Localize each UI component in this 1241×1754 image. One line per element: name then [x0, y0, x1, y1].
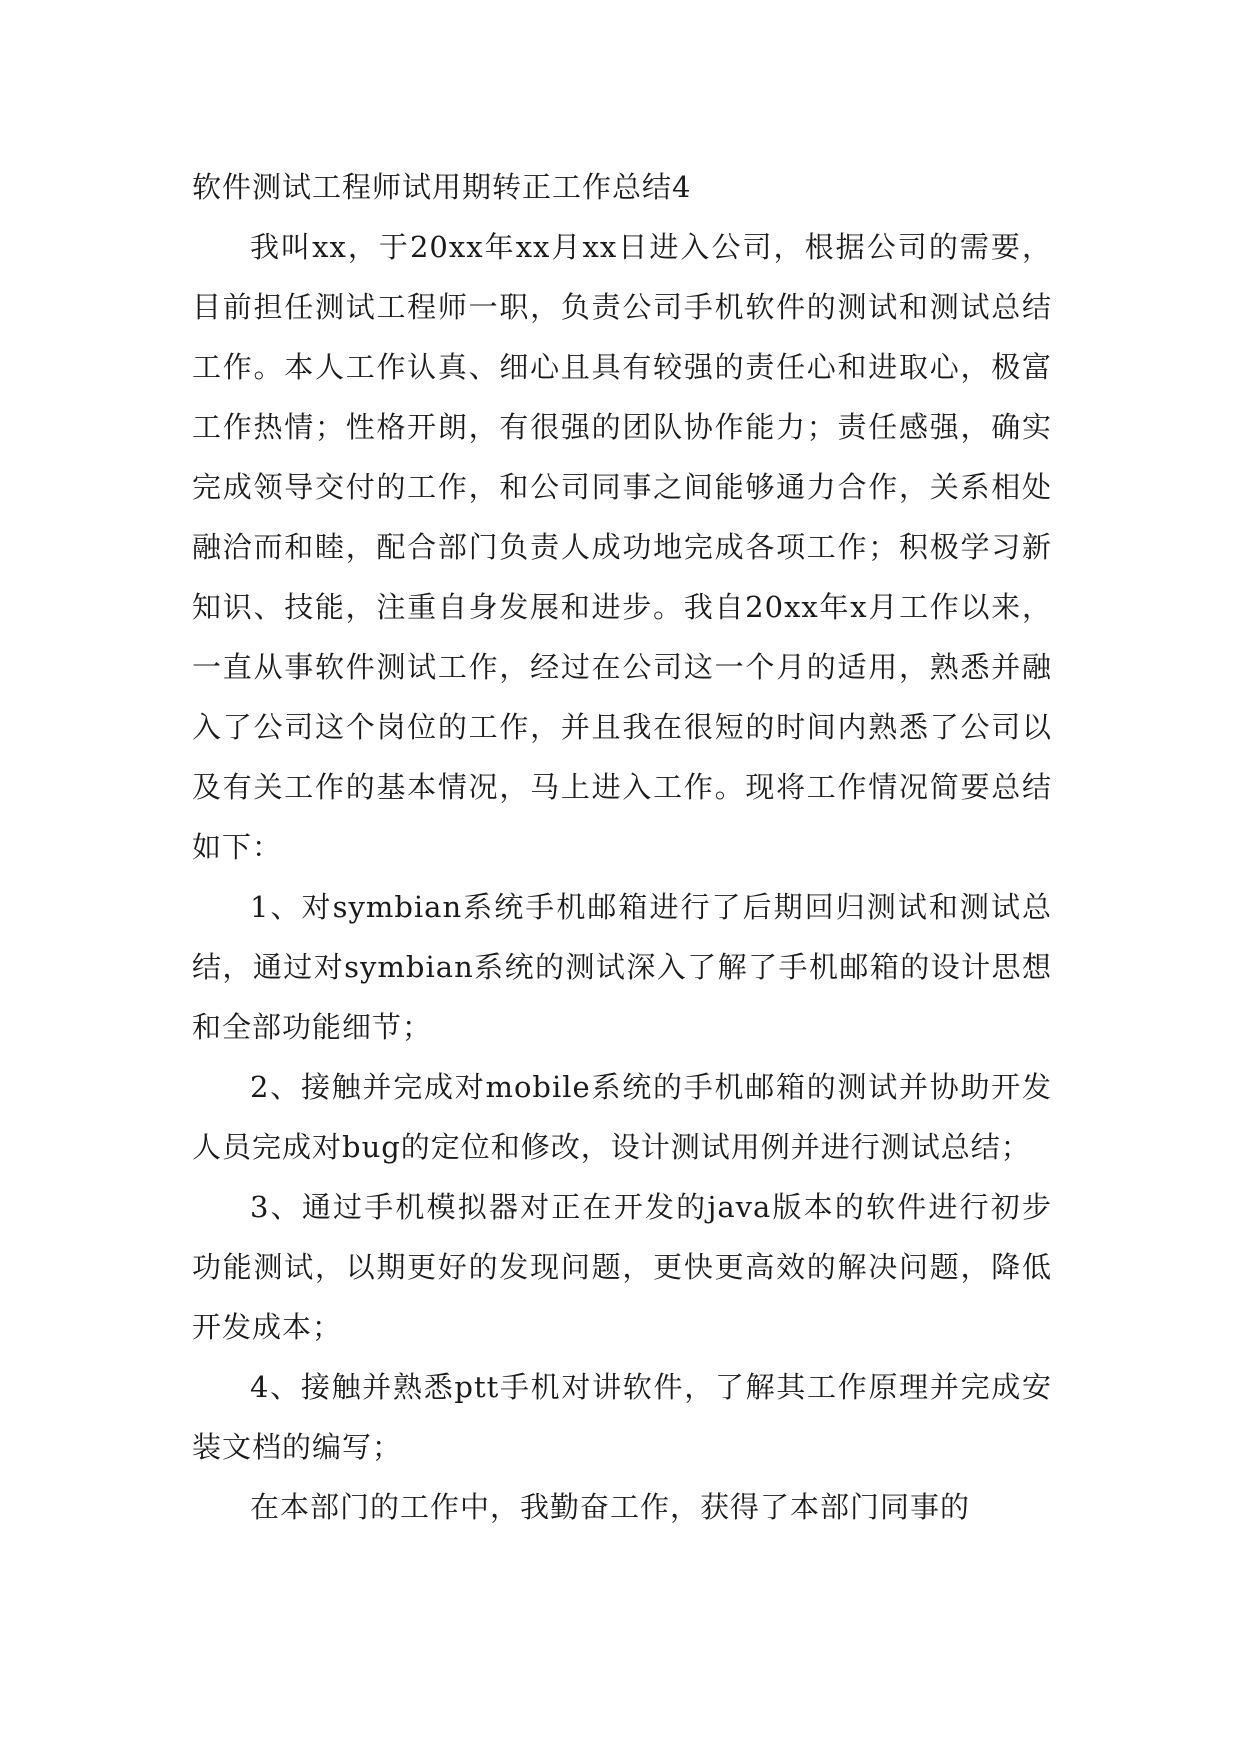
paragraph-intro: 我叫xx，于20xx年xx月xx日进入公司，根据公司的需要，目前担任测试工程师一职，负责公司手机软件的测试和测试总结工作。本人工作认真、细心且具有较强的责任心和进取心，极富工作热情；性格开朗，有很强的团队协作能力；责任感强，确实完成领导交付的工作，和公司同事之间能够通力合作，关系相处融洽而和睦，配合部门负责人成功地完成各项工作；积极学习新知识、技能，注重自身发展和进步。我自20xx年x月工作以来，一直从事软件测试工作，经过在公司这一个月的适用，熟悉并融入了公司这个岗位的工作，并且我在很短的时间内熟悉了公司以及有关工作的基本情况，马上进入工作。现将工作情况简要总结如下：	[192, 230, 1052, 864]
paragraph-item-3: 3、通过手机模拟器对正在开发的java版本的软件进行初步功能测试，以期更好的发现问题，更快更高效的解决问题，降低开发成本；	[192, 1190, 1052, 1344]
paragraph-item-2: 2、接触并完成对mobile系统的手机邮箱的测试并协助开发人员完成对bug的定位和修改，设计测试用例并进行测试总结；	[192, 1070, 1052, 1164]
paragraph-item-1: 1、对symbian系统手机邮箱进行了后期回归测试和测试总结，通过对symbian系统的测试深入了解了手机邮箱的设计思想和全部功能细节；	[192, 890, 1052, 1044]
document-body	[192, 157, 1052, 1537]
document-title: 软件测试工程师试用期转正工作总结4	[192, 170, 692, 204]
paragraph-item-4: 4、接触并熟悉ptt手机对讲软件，了解其工作原理并完成安装文档的编写；	[192, 1370, 1052, 1464]
paragraph-closing: 在本部门的工作中，我勤奋工作，获得了本部门同事的	[250, 1490, 971, 1524]
